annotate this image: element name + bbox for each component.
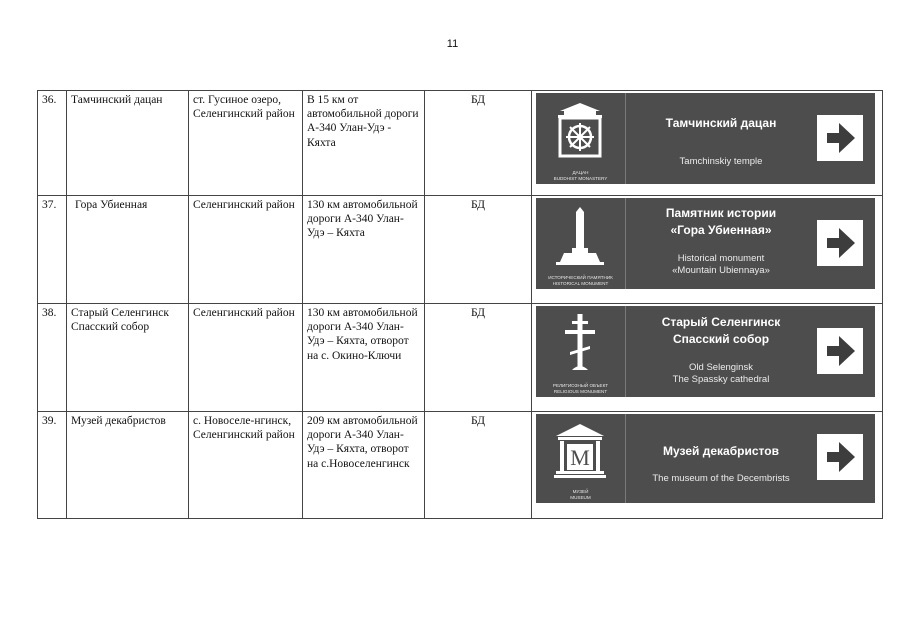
table-row — [38, 304, 883, 412]
sign-caption: ДАЦАН BUDDHIST MONASTERY — [553, 170, 608, 181]
sign-text — [627, 306, 815, 397]
sign-symbol-panel — [536, 198, 626, 289]
row-number: 37. — [38, 196, 67, 304]
sign-caption: РЕЛИГИОЗНЫЙ ОБЪЕКТ RELIGIOUS MONUMENT — [552, 383, 609, 394]
sign-title-ru: «Гора Убиенная» — [670, 223, 772, 237]
sign-symbol-panel — [536, 414, 626, 503]
sign-title-en: «Mountain Ubiennaya» — [672, 265, 770, 276]
status-code: БД — [425, 412, 532, 519]
sign-table — [37, 90, 883, 519]
dharma-wheel-temple-icon — [552, 99, 608, 165]
sign-caption: ИСТОРИЧЕСКИЙ ПАМЯТНИК HISTORICAL MONUMENT — [548, 275, 613, 286]
table-row — [38, 91, 883, 196]
object-location: с. Новоселе-нгинск, Селенгинский район — [189, 412, 303, 519]
arrow-right-icon — [817, 220, 863, 266]
sign-cell — [532, 304, 883, 412]
orthodox-cross-icon — [552, 312, 608, 378]
sign-text — [627, 414, 815, 503]
arrow-right-icon — [817, 434, 863, 480]
status-code: БД — [425, 304, 532, 412]
status-code: БД — [425, 91, 532, 196]
road-sign — [536, 198, 875, 289]
page-number: 11 — [446, 38, 459, 50]
object-location: ст. Гусиное озеро, Селенгинский район — [189, 91, 303, 196]
sign-caption: МУЗЕЙ MUSEUM — [570, 489, 591, 500]
object-distance: 130 км автомобильной дороги А-340 Улан-Удэ – Кяхта — [303, 196, 425, 304]
museum-icon — [552, 420, 608, 486]
arrow-right-icon — [817, 328, 863, 374]
sign-title-ru: Музей декабристов — [663, 444, 779, 458]
sign-title-en: The Spassky cathedral — [672, 374, 770, 385]
object-name: Музей декабристов — [67, 412, 189, 519]
road-sign — [536, 414, 875, 503]
sign-title-en: Historical monument — [677, 253, 765, 264]
sign-title-ru: Памятник истории — [665, 206, 777, 220]
row-number: 36. — [38, 91, 67, 196]
sign-title-en: Old Selenginsk — [689, 362, 753, 373]
object-distance: В 15 км от автомобильной дороги А-340 Улан-Удэ - Кяхта — [303, 91, 425, 196]
sign-title-en: Tamchinskiy temple — [679, 156, 763, 167]
obelisk-icon — [552, 204, 608, 270]
object-name: Тамчинский дацан — [67, 91, 189, 196]
object-location: Селенгинский район — [189, 304, 303, 412]
sign-text — [627, 198, 815, 289]
row-number: 38. — [38, 304, 67, 412]
table-row — [38, 196, 883, 304]
object-name: Гора Убиенная — [67, 196, 189, 304]
museum-letter: M — [570, 445, 590, 470]
object-distance: 209 км автомобильной дороги А-340 Улан-Удэ – Кяхта, отворот на с.Новоселенгинск — [303, 412, 425, 519]
sign-text — [627, 93, 815, 184]
row-number: 39. — [38, 412, 67, 519]
object-distance: 130 км автомобильной дороги А-340 Улан-Удэ – Кяхта, отворот на с. Окино-Ключи — [303, 304, 425, 412]
arrow-right-icon — [817, 115, 863, 161]
table-row — [38, 412, 883, 519]
road-sign — [536, 306, 875, 397]
sign-title-en: The museum of the Decembrists — [652, 473, 790, 484]
status-code: БД — [425, 196, 532, 304]
object-name: Старый Селенгинск Спасский собор — [67, 304, 189, 412]
sign-symbol-panel — [536, 93, 626, 184]
sign-title-ru: Тамчинский дацан — [665, 116, 777, 130]
sign-cell — [532, 412, 883, 519]
sign-title-ru: Спасский собор — [672, 332, 770, 346]
object-location: Селенгинский район — [189, 196, 303, 304]
sign-cell — [532, 91, 883, 196]
road-sign — [536, 93, 875, 184]
sign-cell — [532, 196, 883, 304]
sign-symbol-panel — [536, 306, 626, 397]
sign-title-ru: Старый Селенгинск — [661, 315, 781, 329]
